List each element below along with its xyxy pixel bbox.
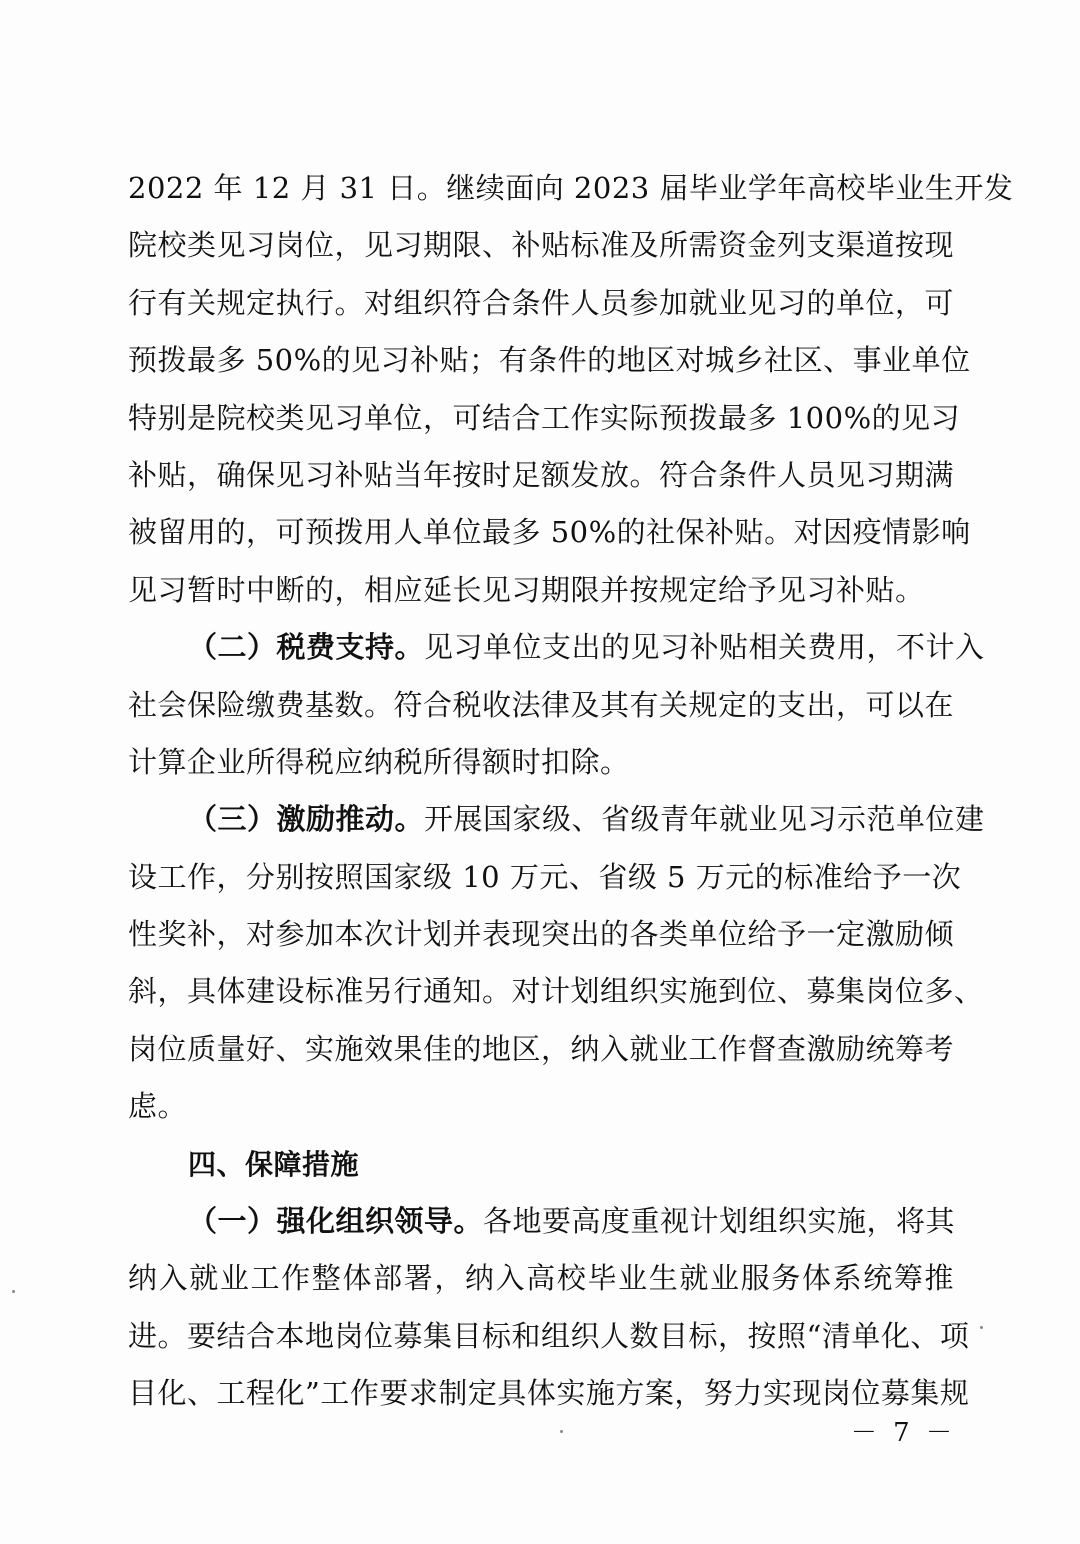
body-line: 斜，具体建设标准另行通知。对计划组织实施到位、募集岗位多、 [128, 974, 984, 1009]
body-line: 被留用的，可预拨用人单位最多 50%的社保补贴。对因疫情影响 [128, 515, 971, 550]
body-line: 进。要结合本地岗位募集目标和组织人数目标，按照“清单化、项 [128, 1318, 970, 1353]
section-leadership-first-line [128, 1193, 954, 1250]
body-line: 见习暂时中断的，相应延长见习期限并按规定给予见习补贴。 [128, 572, 925, 607]
section-leadership-title: （一）强化组织领导。 [188, 1204, 484, 1239]
section-tax-support-text: 见习单位支出的见习补贴相关费用，不计入 [424, 630, 985, 665]
section-tax-support-title: （二）税费支持。 [188, 630, 425, 665]
section-incentive-first-line [128, 791, 985, 848]
section-tax-support-first-line [128, 619, 985, 676]
body-line: 设工作，分别按照国家级 10 万元、省级 5 万元的标准给予一次 [128, 859, 962, 894]
body-line: 虑。 [128, 1089, 188, 1124]
body-line: 计算企业所得税应纳税所得额时扣除。 [128, 744, 630, 779]
scan-speck [12, 1290, 15, 1293]
body-line: 行有关规定执行。对组织符合条件人员参加就业见习的单位，可 [128, 285, 955, 320]
body-line: 岗位质量好、实施效果佳的地区，纳入就业工作督查激励统筹考 [128, 1031, 955, 1066]
body-line: 2022 年 12 月 31 日。继续面向 2023 届毕业学年高校毕业生开发 [128, 171, 1014, 205]
document-body [128, 160, 1014, 1423]
body-line: 院校类见习岗位，见习期限、补贴标准及所需资金列支渠道按现 [128, 228, 955, 263]
heading-safeguard-measures: 四、保障措施 [188, 1147, 360, 1181]
body-line: 预拨最多 50%的见习补贴；有条件的地区对城乡社区、事业单位 [128, 343, 971, 378]
body-line: 特别是院校类见习单位，可结合工作实际预拨最多 100%的见习 [128, 400, 961, 435]
section-incentive-text: 开展国家级、省级青年就业见习示范单位建 [424, 802, 985, 837]
body-line: 补贴，确保见习补贴当年按时足额发放。符合条件人员见习期满 [128, 457, 955, 492]
scan-speck [980, 1326, 983, 1329]
body-line: 纳入就业工作整体部署，纳入高校毕业生就业服务体系统筹推 [128, 1261, 954, 1296]
body-line: 社会保险缴费基数。符合税收法律及其有关规定的支出，可以在 [128, 687, 955, 722]
body-line: 目化、工程化”工作要求制定具体实施方案，努力实现岗位募集规 [128, 1376, 970, 1411]
scan-speck [560, 1430, 563, 1433]
page-number: － 7 － [850, 1418, 956, 1448]
body-line: 性奖补，对参加本次计划并表现突出的各类单位给予一定激励倾 [128, 917, 955, 952]
section-leadership-text: 各地要高度重视计划组织实施，将其 [483, 1204, 956, 1239]
section-incentive-title: （三）激励推动。 [188, 802, 425, 837]
